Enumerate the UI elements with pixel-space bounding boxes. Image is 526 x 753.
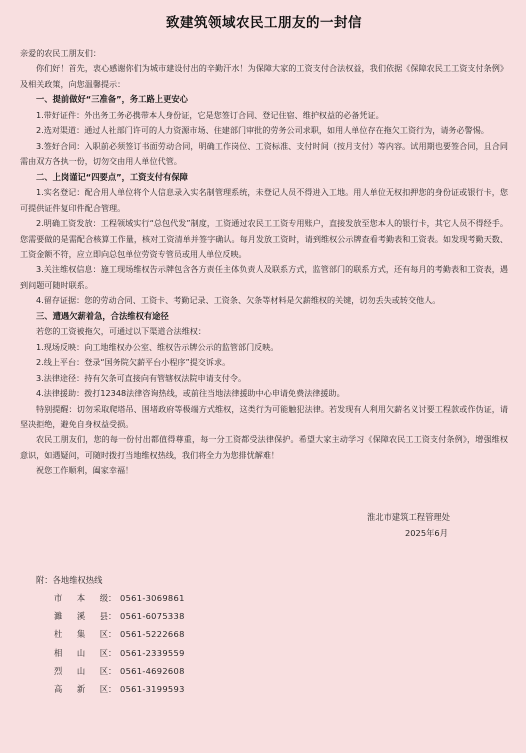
hotline-row <box>20 644 508 662</box>
section-2-heading: 二、上岗谨记“四要点”，工资支付有保障 <box>36 171 188 182</box>
hotline-row <box>20 589 508 607</box>
hotline-district: 杜集区 <box>54 629 108 640</box>
section-1-item: 3.签好合同：入职前必须签订书面劳动合同，明确工作岗位、工资标准、支付时间（按月支付）等内容。试用期也要签合同，且合同需由双方各执一份，切勿交由用人单位代管。 <box>20 140 508 167</box>
hotline-colon: ： <box>108 666 117 677</box>
hotline-district: 濉溪县 <box>54 611 108 622</box>
signature-org: 淮北市建筑工程管理处 <box>367 511 450 522</box>
hotline-colon: ： <box>108 647 117 658</box>
section-3-item: 2.线上平台：登录“国务院欠薪平台小程序”提交诉求。 <box>36 357 231 368</box>
hotline-district: 市本级 <box>54 592 108 603</box>
section-2-item: 3.关注维权信息：施工现场维权告示牌包含各方责任主体负责人及联系方式，监管部门的联系方式，还有每月的考勤表和工资表，遇到问题可随时联系。 <box>20 264 508 290</box>
section-1-heading: 一、提前做好“三准备”，务工路上更安心 <box>36 94 188 105</box>
hotline-colon: ： <box>108 684 117 695</box>
hotline-number: 0561-6075338 <box>120 611 185 622</box>
hotline-district: 相山区 <box>54 647 108 658</box>
closing-paragraph: 农民工朋友们，您的每一份付出都值得尊重，每一分工资都受法律保护。希望大家主动学习《保障农民工工资支付条例》，增强维权意识，如遇疑问，可随时拨打当地维权热线，我们将全力为您排忧解难！ <box>20 434 508 460</box>
section-1-item: 1.带好证件：外出务工务必携带本人身份证，它是您签订合同、登记住宿、维护权益的必备凭证。 <box>36 110 384 121</box>
special-reminder: 特别提醒：切勿采取爬塔吊、围堵政府等极端方式维权，这类行为可能触犯法律。若发现有人利用欠薪名义讨要工程款或作伪证，请坚决拒绝，避免自身权益受损。 <box>20 403 508 429</box>
signature-date: 2025年6月 <box>405 527 448 538</box>
hotline-list <box>20 571 508 699</box>
hotline-row <box>20 662 508 680</box>
signature-block <box>20 509 508 541</box>
hotline-district: 烈山区 <box>54 666 108 677</box>
hotline-number: 0561-5222668 <box>120 629 185 640</box>
hotline-row <box>20 607 508 625</box>
hotline-row <box>20 680 508 698</box>
hotline-number: 0561-4692608 <box>120 666 185 677</box>
section-1-item: 2.选对渠道：通过人社部门许可的人力资源市场、住建部门审批的劳务公司求职，如用人单位存在拖欠工资行为，请务必警惕。 <box>36 125 489 136</box>
hotline-title: 附：各地维权热线 <box>36 574 103 585</box>
hotline-district: 高新区 <box>54 684 108 695</box>
closing-wish: 祝您工作顺利，阖家幸福！ <box>36 465 134 476</box>
section-3-item: 3.法律途径：持有欠条可直接向有管辖权法院申请支付令。 <box>36 372 247 383</box>
intro-paragraph: 你们好！首先，衷心感谢你们为城市建设付出的辛勤汗水！为保障大家的工资支付合法权益，我们依据《保障农民工工资支付条例》及相关政策，向您温馨提示： <box>20 63 508 89</box>
hotline-colon: ： <box>108 611 117 622</box>
hotline-number: 0561-3199593 <box>120 684 185 695</box>
section-2-item: 4.留存证据：您的劳动合同、工资卡、考勤记录、工资条、欠条等材料是欠薪维权的关键，切勿丢失或转交他人。 <box>36 295 441 306</box>
section-3-lead: 若您的工资被拖欠，可通过以下渠道合法维权： <box>36 326 206 337</box>
hotline-number: 0561-3069861 <box>120 592 185 603</box>
hotline-row <box>20 625 508 643</box>
section-3-heading: 三、遭遇欠薪着急，合法维权有途径 <box>36 310 169 321</box>
hotline-colon: ： <box>108 592 117 603</box>
letter-title: 致建筑领域农民工朋友的一封信 <box>166 15 362 31</box>
section-2-item: 2.明确工资发放：工程领域实行“总包代发”制度，工资通过农民工工资专用账户，直接发放至您本人的银行卡，其它人员不得经手。您需要做的是需配合核算工作量，核对工资清单并签字确认。每月发放工资时，请到维权公示牌查看考勤表和工资表。如发现考勤天数、工资金额不符，应立即向总包单位劳资专管员或用人单位反映。 <box>20 218 508 260</box>
section-3-item: 4.法律援助：拨打12348法律咨询热线，或前往当地法律援助中心申请免费法律援助。 <box>36 388 345 399</box>
greeting: 亲爱的农民工朋友们： <box>20 48 101 58</box>
section-2-item: 1.实名登记：配合用人单位将个人信息录入实名制管理系统，未登记人员不得进入工地。用人单位无权扣押您的身份证或银行卡，您可提供证件复印件配合管理。 <box>20 187 508 213</box>
hotline-colon: ： <box>108 629 117 640</box>
hotline-number: 0561-2339559 <box>120 647 185 658</box>
section-3-item: 1.现场反映：向工地维权办公室、维权告示牌公示的监管部门反映。 <box>36 341 279 352</box>
